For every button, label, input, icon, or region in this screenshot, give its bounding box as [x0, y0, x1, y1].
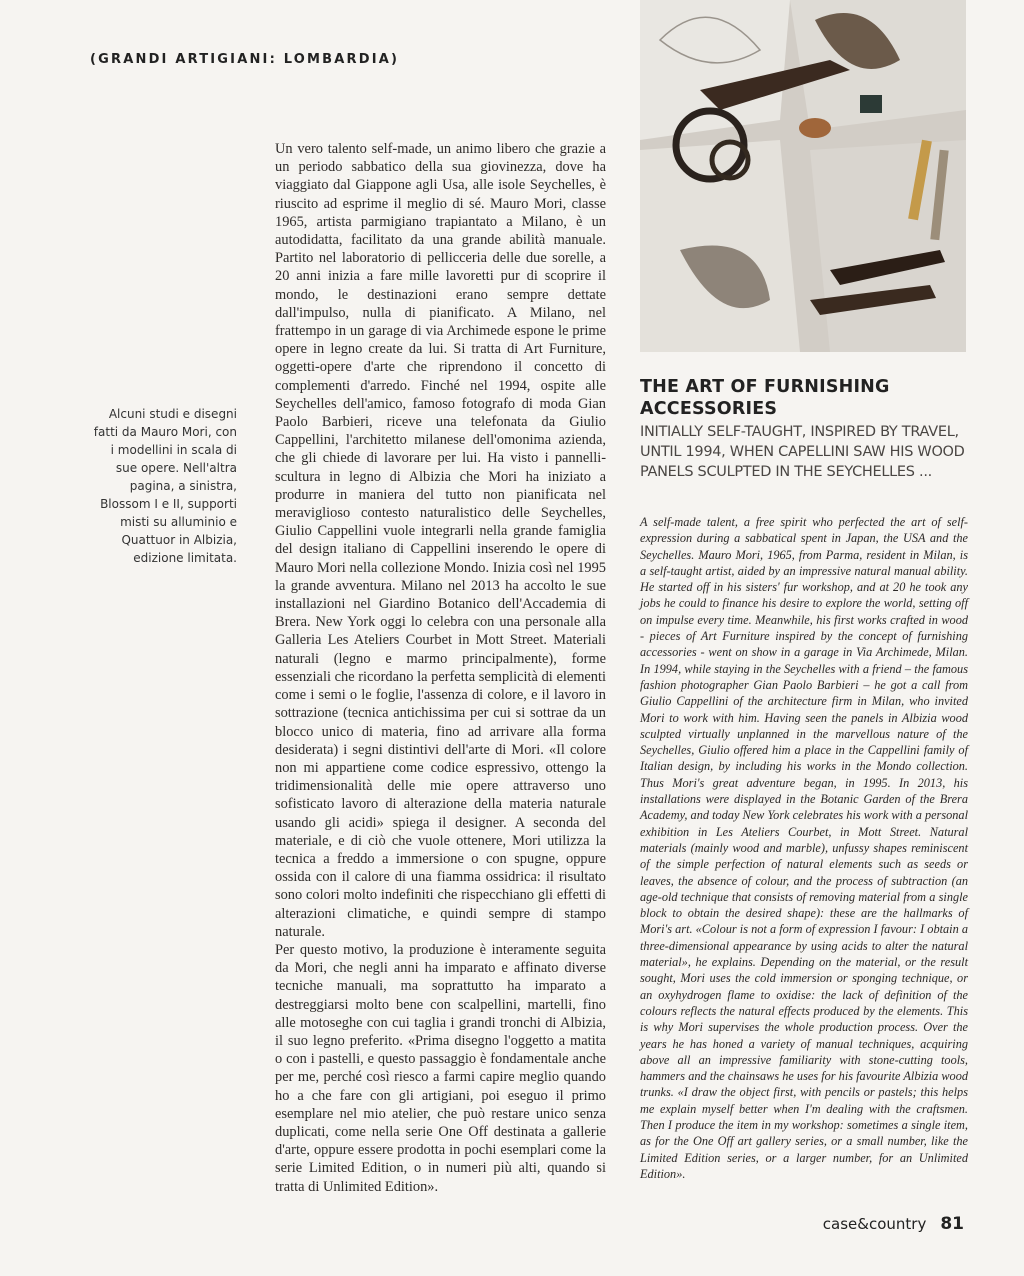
page-number: 81 — [940, 1214, 964, 1234]
photo-caption: Alcuni studi e disegni fatti da Mauro Mori, con i modellini in scala di sue opere. Nell'altra pagina, a sinistra, Blossom I e II, supporti misti su alluminio e Quattuor in Albizia, edizione limitata. — [93, 407, 237, 565]
sketches-photo — [640, 0, 966, 352]
english-title: THE ART OF FURNISHING ACCESSORIES — [640, 377, 890, 419]
sketches-illustration — [640, 0, 966, 352]
italian-paragraph: Per questo motivo, la produzione è interamente seguita da Mori, che negli anni ha imparato e affinato diverse tecniche manuali, ma soprattutto ha imparato a destreggiarsi molto bene con scalpellini, martelli, fino alle motoseghe con cui taglia i grandi tronchi di Albizia, il suo legno preferito. «Prima disegno l'oggetto a matita o con i pastelli, e questo passaggio è fondamentale anche per me, perché così riesco a farmi capire meglio quando ho a che fare con gli artigiani, poi eseguo il primo esemplare nel mio atelier, che può restare unico senza duplicati, come nella serie One Off destinata a gallerie d'arte, oppure essere prodotta in pochi esemplari come la serie Limited Edition, o in numeri più alti, quando si tratta di Unlimited Edition». — [275, 941, 606, 1195]
page-footer — [823, 1214, 964, 1234]
section-title: (GRANDI ARTIGIANI: LOMBARDIA) — [90, 52, 400, 67]
english-subtitle: INITIALLY SELF-TAUGHT, INSPIRED BY TRAVEL, UNTIL 1994, WHEN CAPELLINI SAW HIS WOOD PANELS SCULPTED IN THE SEYCHELLES ... — [640, 424, 965, 480]
magazine-name: case&country — [822, 1215, 927, 1233]
english-article: A self-made talent, a free spirit who perfected the art of self-expression during a sabbatical spent in Japan, the USA and the Seychelles. Mauro Mori, 1965, from Parma, resident in Milan, is a self-taught artist, aided by an impressive natural manual ability. He started off in his sisters' fur workshop, and at 20 he took any jobs he could to finance his desire to explore the world, setting off on impulse every time. Meanwhile, his first works crafted in wood - pieces of Art Furniture inspired by the concept of furnishing accessories - went on show in a garage in Via Archimede, Milan. In 1994, while staying in the Seychelles with a friend – the famous fashion photographer Gian Paolo Barbieri – he got a call from Giulio Cappellini of the architecture firm in Milan, who invited Mori to work with him. Having seen the panels in Albizia wood sculpted virtually unplanned in the marvellous nature of the Seychelles, Giulio offered him a place in the Cappellini family of Italian design, by including his works in the Mondo collection. Thus Mori's great adventure began, in 1995. In 2013, his installations were displayed in the Botanic Garden of the Brera Academy, and today New York celebrates his work with a personal exhibition in Les Ateliers Courbet, in Mott Street. Natural materials (mainly wood and marble), unfussy shapes reminiscent of the simple perfection of natural elements such as seeds or leaves, the absence of colour, and the process of subtraction (an age-old technique that consists of removing material from a single block to obtain the desired shape): these are the hallmarks of Mori's art. «Colour is not a form of expression I favour: I obtain a three-dimensional appearance by using acids to alter the natural material», he explains. Depending on the material, or the result sought, Mori uses the cold immersion or sponging technique, or an oxyhydrogen flame to oxidise: the lack of definition of the colours reflects the natural effects produced by the elements. This is why Mori supervises the whole production process. Over the years he has honed a variety of manual techniques, acquiring above all an impressive familiarity with stone-cutting tools, hammers and the chainsaws he uses for his favourite Albizia wood trunks. «I draw the object first, with pencils or pastels; this helps me explain myself better when I'm dealing with the craftsmen. Then I produce the item in my workshop: sometimes a single item, as for the One Off art gallery series, or a small number, like the Limited Edition series, or a larger number, for an Unlimited Edition». — [640, 515, 968, 1181]
italian-article — [275, 140, 606, 1196]
italian-paragraph: Un vero talento self-made, un animo libero che grazie a un periodo sabbatico della sua giovinezza, dove ha viaggiato dal Giappone agli Usa, alle isole Seychelles, è riuscito ad esprime il meglio di sé. Mauro Mori, classe 1965, artista parmigiano trapiantato a Milano, è un autodidatta, facilitato da una grande abilità manuale. Partito nel laboratorio di pellicceria delle due sorelle, a 20 anni inizia a fare mille lavoretti pur di scoprire il mondo, le destinazioni erano sempre dettate dall'impulso, nulla di pianificato. A Milano, nel frattempo in un garage di via Archimede espone le prime opere in legno create da lui. Si tratta di Art Furniture, oggetti-opere d'arte che riprendono il concetto di complementi d'arredo. Finché nel 1994, ospite alle Seychelles dell'amico, famoso fotografo di moda Gian Paolo Barbieri, riceve una telefonata da Giulio Cappellini, l'architetto milanese dell'omonima azienda, che gli chiede di lavorare per lui. Ha visto i pannelli-scultura in legno di Albizia che Mori ha iniziato a produrre in maniera del tutto non pianificata nel meraviglioso contesto naturalistico delle Seychelles, Giulio Cappellini vuole integrarli nella grande famiglia del design italiano di Cappellini inserendo le opere di Mauro Mori nella collezione Mondo. Inizia così nel 1995 la grande avventura. Milano nel 2013 ha accolto le sue installazioni nel Giardino Botanico dell'Accademia di Brera. New York oggi lo celebra con una personale alla Galleria Les Ateliers Courbet in Mott Street. Materiali naturali (legno e marmo principalmente), forme essenziali che ricordano la perfetta semplicità di elementi come i semi o le foglie, l'assenza di colore, e il lavoro in sottrazione (tecnica antichissima per cui si sottrae da un blocco unico di materia, fino ad arrivare alla forma desiderata) i segni distintivi dell'arte di Mori. «Il colore non mi appartiene come codice espressivo, ottengo la tridimensionalità delle mie opere attraverso uno sofisticato lavoro di alterazione della materia naturale usando gli acidi» spiega il designer. A seconda del materiale, e di ciò che vuole ottenere, Mori utilizza la tecnica a freddo a immersione o con spugne, oppure ossida con il calore di una fiamma ossidrica: il risultato sono colori molto indefiniti che rispecchiano gli effetti di alterazioni climatiche, e quindi sempre di stampo naturale. — [275, 141, 606, 940]
